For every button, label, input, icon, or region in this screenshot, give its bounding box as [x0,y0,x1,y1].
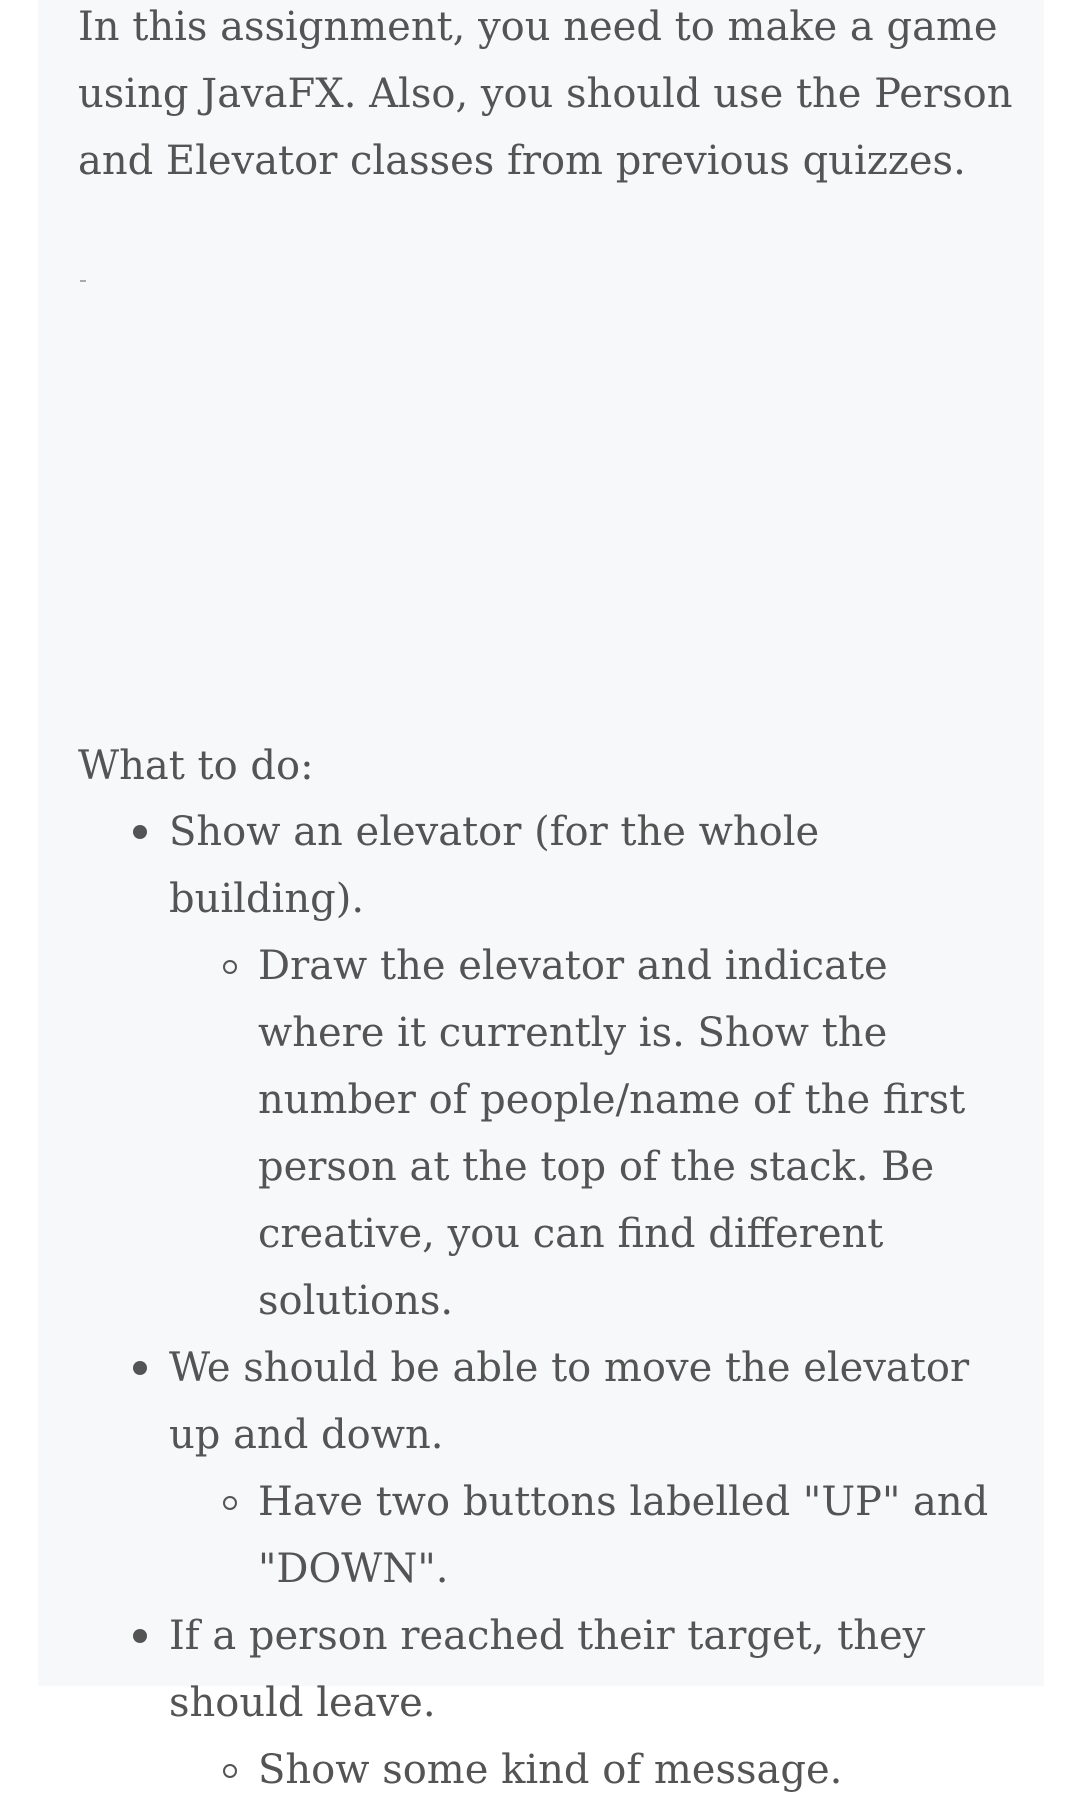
list-item-text: Show an elevator (for the whole building). [169,809,820,922]
bullet-disc-icon [133,1361,147,1375]
bullet-disc-icon [133,825,147,839]
bullet-circle-icon [223,960,237,974]
document-page [38,0,1044,1793]
list-item-text: If a person reached their target, they should leave. [169,1613,926,1726]
sub-list-item [38,1737,1018,1804]
sub-list-item-text: Have two buttons labelled "UP" and "DOWN". [258,1479,989,1592]
bullet-circle-icon [223,1496,237,1510]
task-list [38,799,1044,1804]
sub-list-item [38,933,1018,1335]
list-item [38,1335,1009,1469]
list-item [38,799,1009,933]
section-heading: What to do: [78,743,314,789]
list-item [38,1603,1009,1737]
sub-list-item-text: Draw the elevator and indicate where it currently is. Show the number of people/name of the first person at the top of the stack. Be creative, you can find different solutions. [258,943,966,1324]
list-item-text: We should be able to move the elevator up and down. [169,1345,970,1458]
sub-list-item-text: Show some kind of message. [258,1747,843,1793]
stray-mark [80,280,86,282]
intro-paragraph: In this assignment, you need to make a game using JavaFX. Also, you should use the Person and Elevator classes from previous quizzes. [78,4,1013,184]
bullet-circle-icon [223,1764,237,1778]
bullet-disc-icon [133,1629,147,1643]
sub-list-item [38,1469,1018,1603]
